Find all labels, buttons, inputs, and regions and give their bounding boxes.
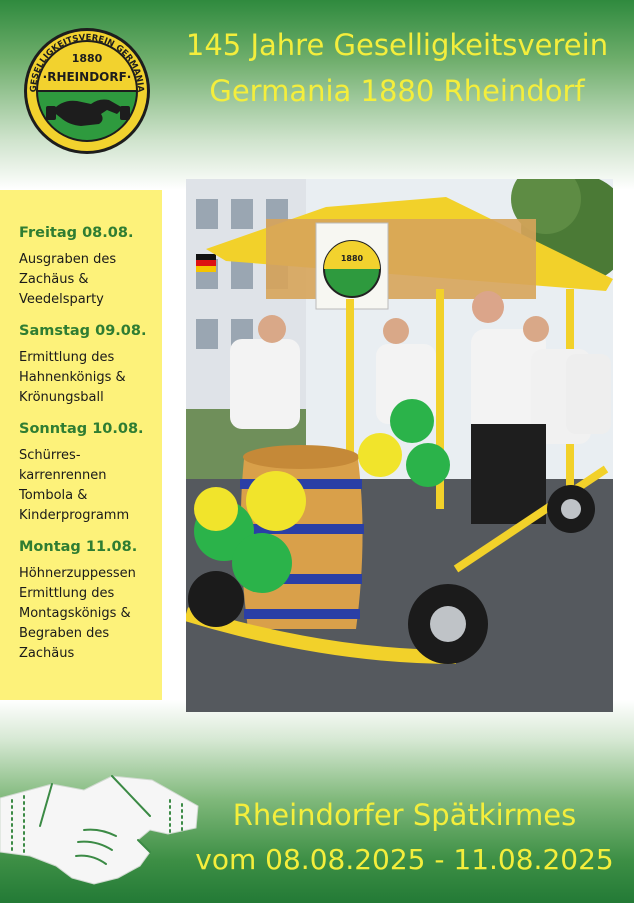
logo-ring-text: GESELLIGKEITSVEREIN GERMANIA [28,32,146,93]
club-logo [22,26,152,156]
day-program [19,348,152,408]
day-program [19,564,152,664]
event-name: Rheindorfer Spätkirmes [232,798,577,832]
schedule-day-sunday [19,420,152,526]
page-title-line-1: 145 Jahre Geselligkeitsverein [185,28,609,62]
day-heading: Montag 11.08. [19,539,138,555]
program-line: Begraben des [19,626,110,641]
sign-year: 1880 [340,254,364,263]
german-flag-icon [196,254,216,272]
day-program [19,250,152,310]
program-line: Hahnenkönigs & [19,370,126,385]
day-heading: Samstag 09.08. [19,323,147,339]
logo-place: ·RHEINDORF· [42,70,132,84]
program-line: Ausgraben des [19,252,117,267]
day-heading: Sonntag 10.08. [19,421,144,437]
program-line: karrenrennen [19,468,107,483]
schedule-day-monday [19,538,152,664]
day-program [19,446,152,526]
program-line: Krönungsball [19,390,104,405]
event-dates: vom 08.08.2025 - 11.08.2025 [195,843,614,876]
program-line: Veedelsparty [19,292,104,307]
program-line: Ermittlung des [19,586,115,601]
program-line: Schürres- [19,448,81,463]
program-line: Ermittlung des [19,350,115,365]
program-line: Tombola & [19,488,88,503]
beer-bike-photo [186,179,613,712]
program-line: Kinderprogramm [19,508,130,523]
schedule-day-saturday [19,322,152,408]
program-line: Höhnerzuppessen [19,566,136,581]
day-heading: Freitag 08.08. [19,225,134,241]
program-line: Zachäus & [19,272,89,287]
schedule-day-friday [19,224,152,310]
logo-year: 1880 [71,52,103,65]
program-line: Zachäus [19,646,75,661]
program-line: Montagskönigs & [19,606,131,621]
page-title-line-2: Germania 1880 Rheindorf [209,74,585,108]
schedule-panel [0,190,162,700]
